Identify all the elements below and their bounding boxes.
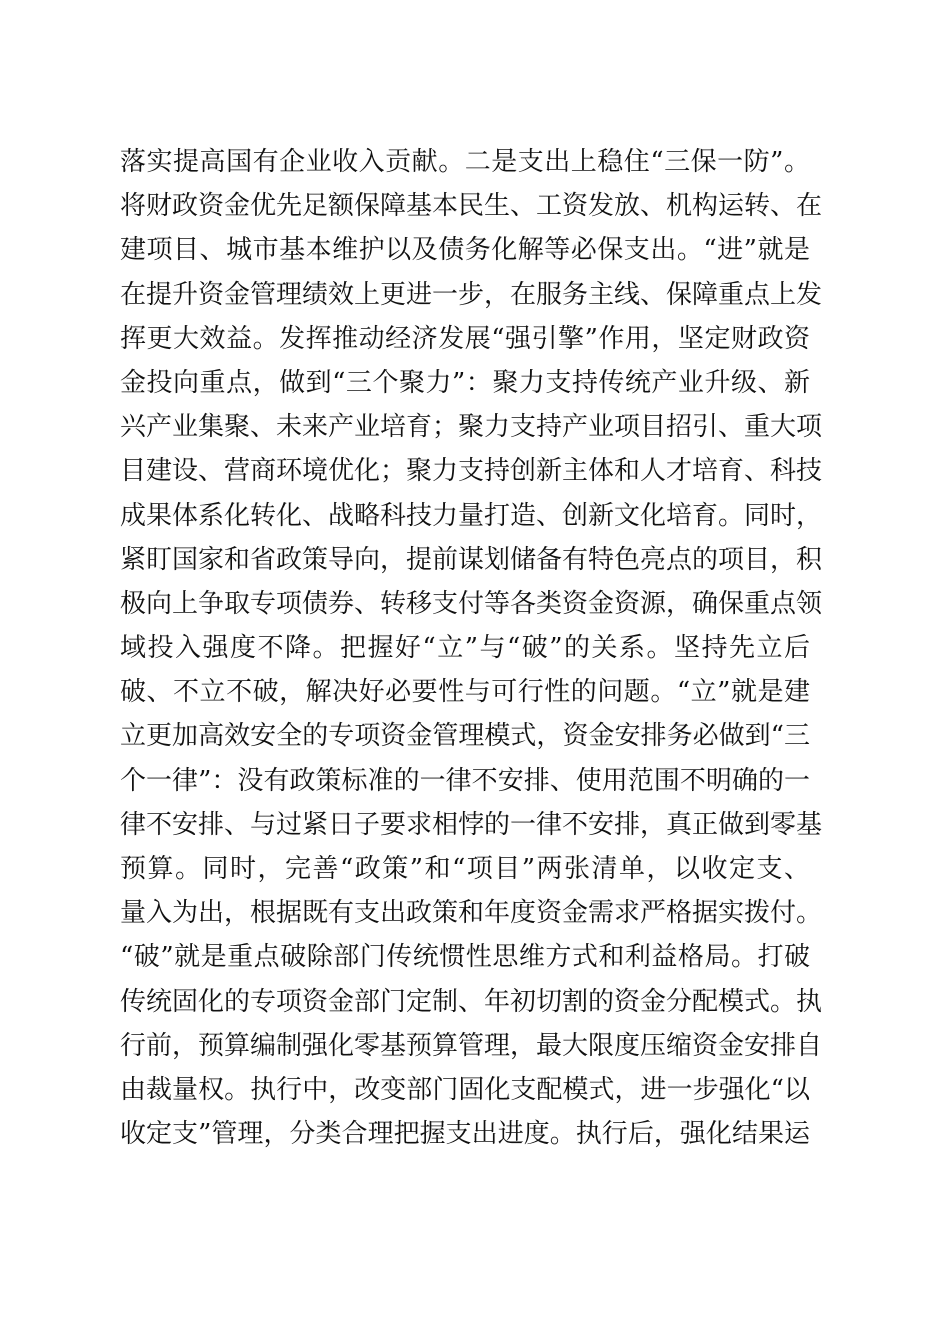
text-line: 域投入强度不降。把握好“立”与“破”的关系。坚持先立后 (120, 633, 810, 664)
text-line: 极向上争取专项债券、转移支付等各类资金资源，确保重点领 (120, 588, 823, 619)
text-line: “破”就是重点破除部门传统惯性思维方式和利益格局。打破 (120, 942, 810, 973)
text-line: 金投向重点，做到“三个聚力”：聚力支持传统产业升级、新 (120, 367, 810, 398)
text-line: 紧盯国家和省政策导向，提前谋划储备有特色亮点的项目，积 (120, 544, 823, 575)
text-line: 兴产业集聚、未来产业培育；聚力支持产业项目招引、重大项 (120, 412, 823, 443)
text-line: 收定支”管理，分类合理把握支出进度。执行后，强化结果运 (120, 1119, 810, 1150)
text-line: 量入为出，根据既有支出政策和年度资金需求严格据实拨付。 (120, 898, 823, 929)
text-line: 在提升资金管理绩效上更进一步，在服务主线、保障重点上发 (120, 279, 823, 310)
text-line: 落实提高国有企业收入贡献。二是支出上稳住“三保一防”。 (120, 147, 810, 177)
text-line: 行前，预算编制强化零基预算管理，最大限度压缩资金安排自 (120, 1030, 823, 1061)
text-line: 将财政资金优先足额保障基本民生、工资发放、机构运转、在 (120, 191, 823, 222)
text-line: 目建设、营商环境优化；聚力支持创新主体和人才培育、科技 (120, 456, 823, 487)
text-line: 律不安排、与过紧日子要求相悖的一律不安排，真正做到零基 (120, 809, 823, 840)
body-text (120, 140, 823, 1156)
text-line: 成果体系化转化、战略科技力量打造、创新文化培育。同时， (120, 500, 823, 531)
text-line: 挥更大效益。发挥推动经济发展“强引擎”作用，坚定财政资 (120, 323, 810, 354)
text-line: 个一律”：没有政策标准的一律不安排、使用范围不明确的一 (120, 765, 810, 796)
text-line: 立更加高效安全的专项资金管理模式，资金安排务必做到“三 (120, 721, 810, 752)
text-line: 破、不立不破，解决好必要性与可行性的问题。“立”就是建 (120, 677, 810, 708)
text-line: 由裁量权。执行中，改变部门固化支配模式，进一步强化“以 (120, 1074, 810, 1105)
text-line: 传统固化的专项资金部门定制、年初切割的资金分配模式。执 (120, 986, 823, 1017)
text-line: 建项目、城市基本维护以及债务化解等必保支出。“进”就是 (120, 235, 810, 266)
text-line: 预算。同时，完善“政策”和“项目”两张清单，以收定支、 (120, 854, 810, 884)
